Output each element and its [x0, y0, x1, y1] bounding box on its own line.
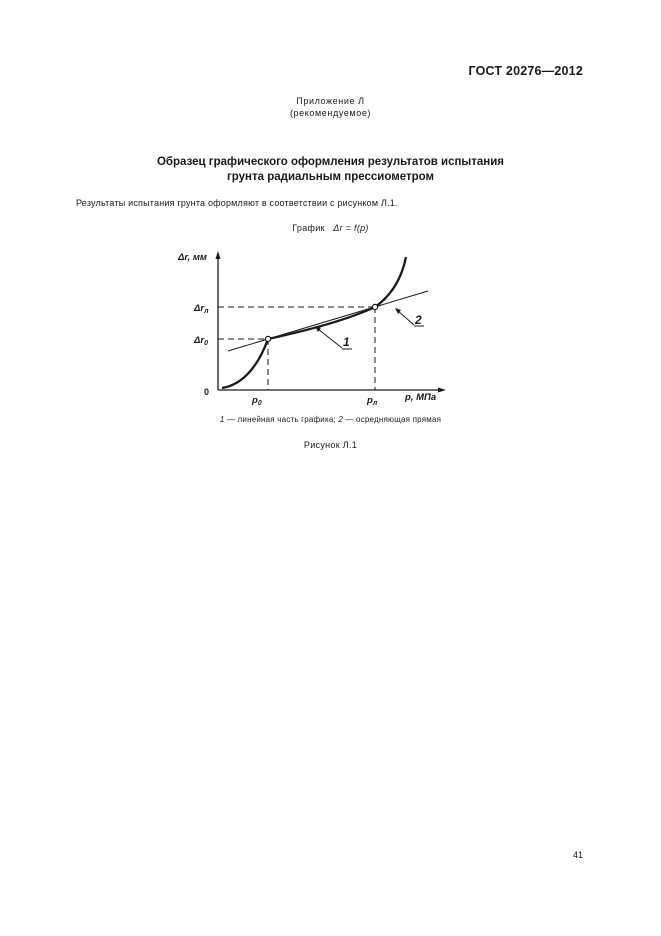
appendix-title — [0, 95, 661, 119]
callout-2-leader — [398, 311, 414, 325]
chart-caption — [0, 223, 661, 233]
callout-1-label: 1 — [343, 335, 350, 349]
legend-text-2: — осредняющая прямая — [343, 415, 442, 424]
x-axis-arrow — [438, 388, 446, 393]
document-code: ГОСТ 20276—2012 — [468, 64, 583, 78]
intro-paragraph: Результаты испытания грунта оформляют в соответствии с рисунком Л.1. — [76, 198, 398, 208]
legend-number-2: 2 — [338, 415, 344, 424]
point-pl — [372, 304, 377, 309]
figure-legend — [0, 415, 661, 424]
legend-number-1: 1 — [219, 415, 225, 424]
pressiometer-chart — [170, 245, 460, 405]
callout-2-label: 2 — [415, 313, 422, 327]
test-curve — [222, 257, 406, 388]
section-heading-line-2: грунта радиальным прессиометром — [227, 171, 434, 183]
section-heading-line-1: Образец графического оформления результатов испытания — [156, 156, 505, 168]
legend-text-1: — линейная часть графика; — [224, 415, 339, 424]
chart-caption-prefix: График — [292, 223, 325, 233]
y-axis-arrow — [216, 251, 221, 259]
figure-label: Рисунок Л.1 — [303, 440, 358, 450]
page-number: 41 — [572, 850, 583, 860]
appendix-status: (рекомендуемое) — [289, 108, 372, 118]
y-tick-drl: $\Delta r_л$ — [194, 303, 209, 315]
x-tick-p0: $p_0$ — [252, 395, 262, 405]
point-p0 — [265, 336, 270, 341]
chart-caption-formula: Δr = f(p) — [333, 223, 369, 233]
y-tick-dr0: $\Delta r_0$ — [194, 335, 208, 347]
x-tick-pl: $p_л$ — [367, 395, 378, 405]
callout-1-leader — [318, 329, 342, 348]
x-axis-label: p, МПа — [405, 392, 437, 403]
averaging-line — [228, 291, 428, 351]
section-heading — [0, 155, 661, 185]
origin-label: 0 — [204, 387, 210, 397]
appendix-label: Приложение Л — [296, 96, 365, 106]
y-axis-label: Δr, мм — [178, 252, 207, 263]
